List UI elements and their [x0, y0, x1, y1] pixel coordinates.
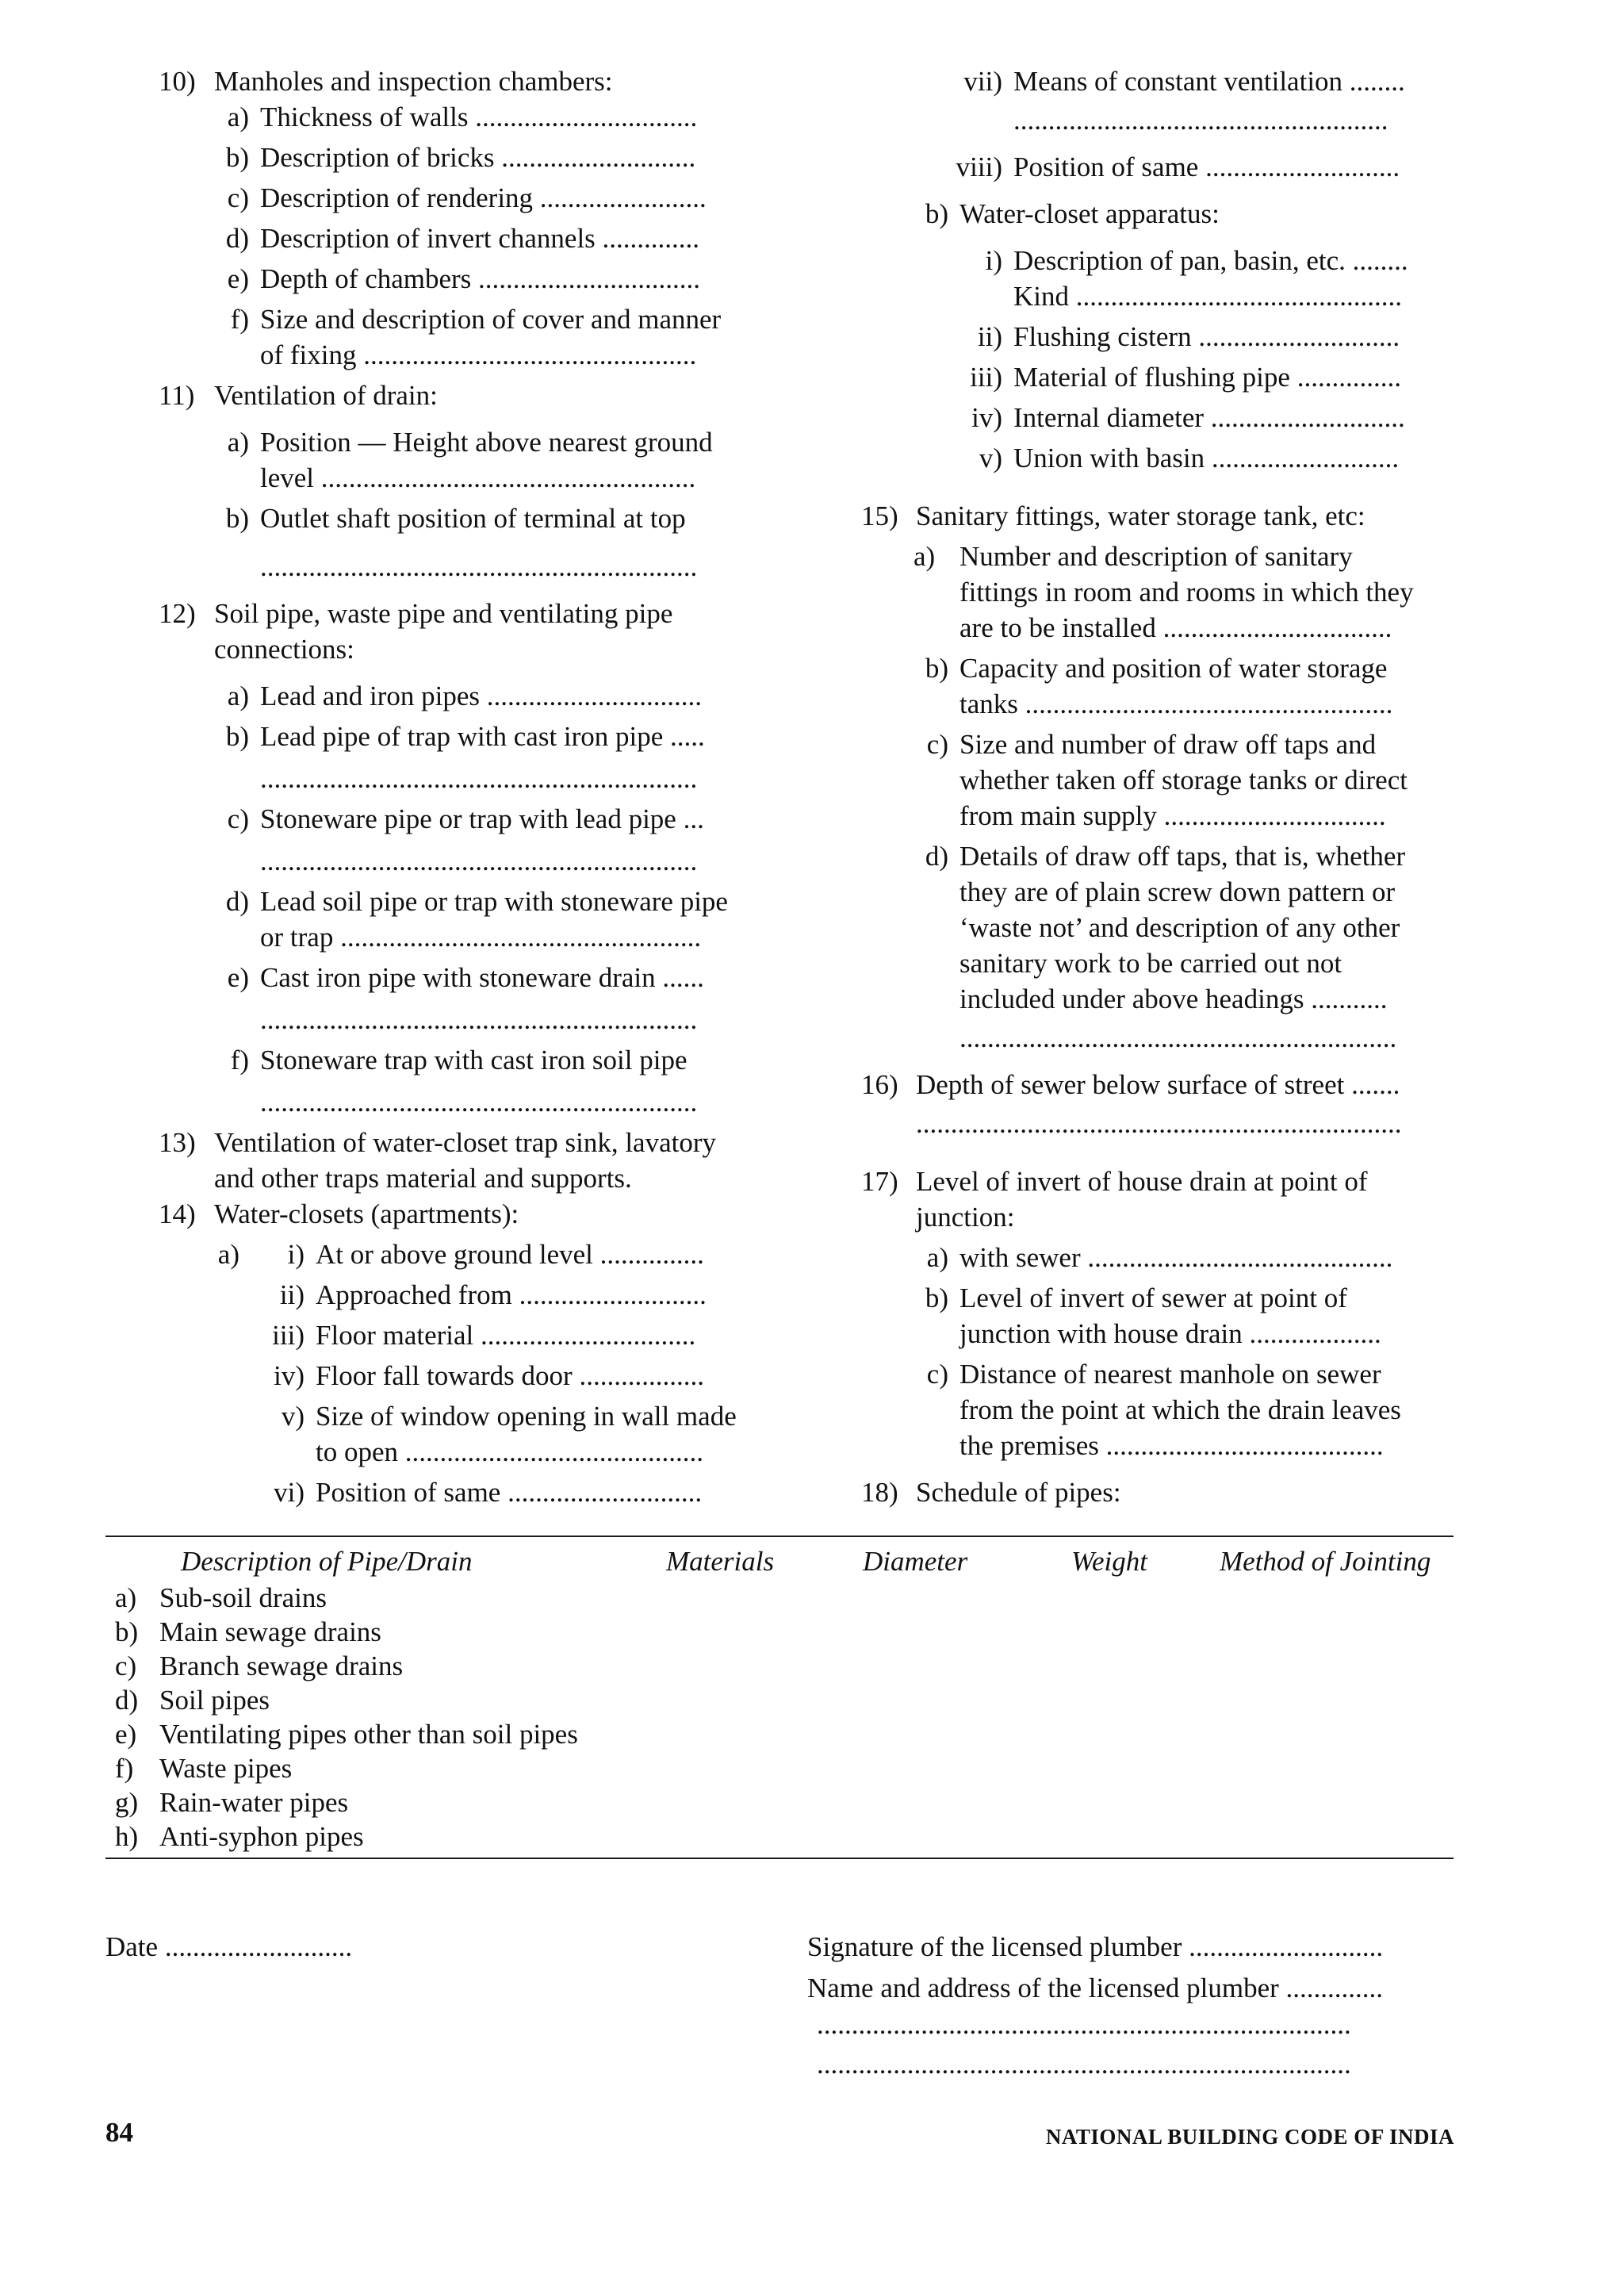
table-row: h) Anti-syphon pipes [115, 1821, 364, 1852]
section-number: 18) [861, 1477, 898, 1508]
list-item: a) Lead and iron pipes ............................... [227, 681, 702, 711]
list-item: b) Lead pipe of trap with cast iron pipe ..... ............................................................... [225, 721, 705, 794]
list-item: f) Stoneware trap with cast iron soil pipe ............................................................... [230, 1045, 698, 1118]
section-number: 16) [861, 1069, 898, 1100]
section-number: 17) [861, 1166, 898, 1197]
list-item: c) Stoneware pipe or trap with lead pipe ... ............................................................... [227, 803, 704, 876]
list-item: b) Description of bricks ............................ [225, 142, 696, 173]
section-13: 13) Ventilation of water-closet trap sink, lavatory and other traps material and supports. [159, 1125, 761, 1196]
table-row: e) Ventilating pipes other than soil pipes [115, 1719, 578, 1750]
header-materials: Materials [666, 1546, 775, 1577]
section-title: Manholes and inspection chambers: [214, 66, 613, 97]
section-title: Water-closets (apartments): [214, 1198, 519, 1229]
section-12: 12) Soil pipe, waste pipe and ventilating pipe connections: [159, 596, 761, 667]
list-item: ii) Approached from ........................... [279, 1279, 707, 1310]
section-10 [159, 63, 761, 99]
list-item: ii) Flushing cistern ............................. [977, 321, 1400, 352]
list-item: d) Description of invert channels .............. [225, 223, 700, 254]
list-item: vii) Means of constant ventilation ........ ...................................................... [963, 66, 1405, 136]
signature-field: Signature of the licensed plumber ............................ [807, 1931, 1384, 1962]
header-description: Description of Pipe/Drain [181, 1546, 473, 1577]
table-row: c) Branch sewage drains [115, 1651, 404, 1681]
list-item: e) Cast iron pipe with stoneware drain ...... ............................................................... [227, 962, 704, 1035]
table-row: a) Sub-soil drains [115, 1582, 327, 1613]
section-10-items [159, 99, 761, 373]
section-17: 17) Level of invert of house drain at point of junction: [880, 1164, 1455, 1235]
header-diameter: Diameter [863, 1546, 968, 1577]
list-item: b) Capacity and position of water storage tanks ..................................................... [925, 653, 1393, 719]
section-title: Ventilation of drain: [214, 380, 438, 411]
list-item: c) Size and number of draw off taps and whether taken off storage tanks or direct from main supply ................................ [926, 729, 1408, 831]
section-number: 12) [159, 598, 196, 629]
date-field: Date ........................... [105, 1931, 353, 1962]
table-row: b) Main sewage drains [115, 1616, 381, 1647]
section-number: 15) [861, 500, 898, 531]
section-title: Ventilation of water-closet trap sink, lavatory [214, 1127, 716, 1158]
schedule-of-pipes-table [105, 1536, 1454, 1859]
name-address-field: Name and address of the licensed plumber .............. [807, 1973, 1384, 2003]
section-14 [159, 1196, 761, 1232]
section-15 [861, 498, 1455, 534]
list-item: e) Depth of chambers ................................ [227, 263, 701, 294]
table-row: f) Waste pipes [115, 1753, 293, 1784]
table-row: d) Soil pipes [115, 1685, 270, 1716]
publication-title: NATIONAL BUILDING CODE OF INDIA [1045, 2125, 1454, 2149]
list-item: f) Size and description of cover and manner of fixing ................................................ [230, 304, 722, 370]
section-16: 16) Depth of sewer below surface of street ....... ...................................................................... [880, 1067, 1455, 1141]
section-title: Soil pipe, waste pipe and ventilating pipe [214, 598, 673, 629]
list-item: v) Size of window opening in wall made to open ........................................... [281, 1401, 737, 1467]
section-number: 13) [159, 1127, 196, 1158]
header-weight: Weight [1071, 1546, 1147, 1577]
section-number: 14) [159, 1198, 196, 1229]
list-item: vi) Position of same ............................ [274, 1477, 703, 1508]
section-11 [159, 378, 761, 413]
list-item: i) Description of pan, basin, etc. ........ Kind ............................................... [985, 245, 1408, 312]
list-item: a) Number and description of sanitary fittings in room and rooms in which they are to be installed ................................. [914, 541, 1414, 643]
header-method-of-jointing: Method of Jointing [1220, 1546, 1431, 1577]
section-title: Level of invert of house drain at point of [916, 1166, 1368, 1197]
list-item: viii) Position of same ............................ [956, 151, 1400, 182]
table-header-row [105, 1537, 1454, 1580]
list-item: c) Distance of nearest manhole on sewer from the point at which the drain leaves the premises ........................................ [926, 1359, 1401, 1461]
list-item: v) Union with basin ........................... [979, 443, 1400, 474]
list-item: iv) Floor fall towards door .................. [274, 1360, 704, 1391]
left-column [159, 63, 761, 1510]
section-number: 10) [159, 66, 196, 97]
table-row: g) Rain-water pipes [115, 1787, 349, 1818]
section-number: 11) [159, 380, 195, 411]
blank-line: ............................................................................. [817, 2049, 1351, 2080]
blank-line: ............................................................................. [817, 2009, 1351, 2040]
list-item: iii) Material of flushing pipe ............... [970, 362, 1401, 393]
list-item: a) i) At or above ground level ............... [217, 1239, 704, 1270]
list-item: a) with sewer ............................................ [926, 1242, 1393, 1273]
section-title: Sanitary fittings, water storage tank, etc: [916, 500, 1365, 531]
list-item: c) Description of rendering ........................ [227, 182, 707, 213]
right-column [861, 63, 1455, 1510]
list-item: b) Level of invert of sewer at point of junction with house drain ................... [925, 1283, 1381, 1349]
list-item: d) Details of draw off taps, that is, whether they are of plain screw down pattern or ‘waste not’ and description of any other sanitary work to be carried out not included under above headings ........... ............................................................... [925, 841, 1406, 1053]
subsection-b: b) Water-closet apparatus: [925, 198, 1220, 229]
section-title: Schedule of pipes: [916, 1477, 1121, 1508]
page-number: 84 [105, 2117, 133, 2148]
list-item: iii) Floor material ............................... [272, 1320, 696, 1351]
table-bottom-rule [105, 1858, 1454, 1859]
list-item: a) Position — Height above nearest ground level ...................................................... [227, 427, 713, 493]
list-item: b) Outlet shaft position of terminal at top ............................................................... [225, 503, 698, 582]
section-title: Depth of sewer below surface of street ....... [916, 1069, 1400, 1100]
list-item: iv) Internal diameter ............................ [971, 402, 1405, 433]
section-18 [861, 1474, 1455, 1510]
list-item: d) Lead soil pipe or trap with stoneware pipe or trap .................................................... [225, 886, 728, 953]
list-item: a) Thickness of walls ................................ [227, 102, 698, 132]
